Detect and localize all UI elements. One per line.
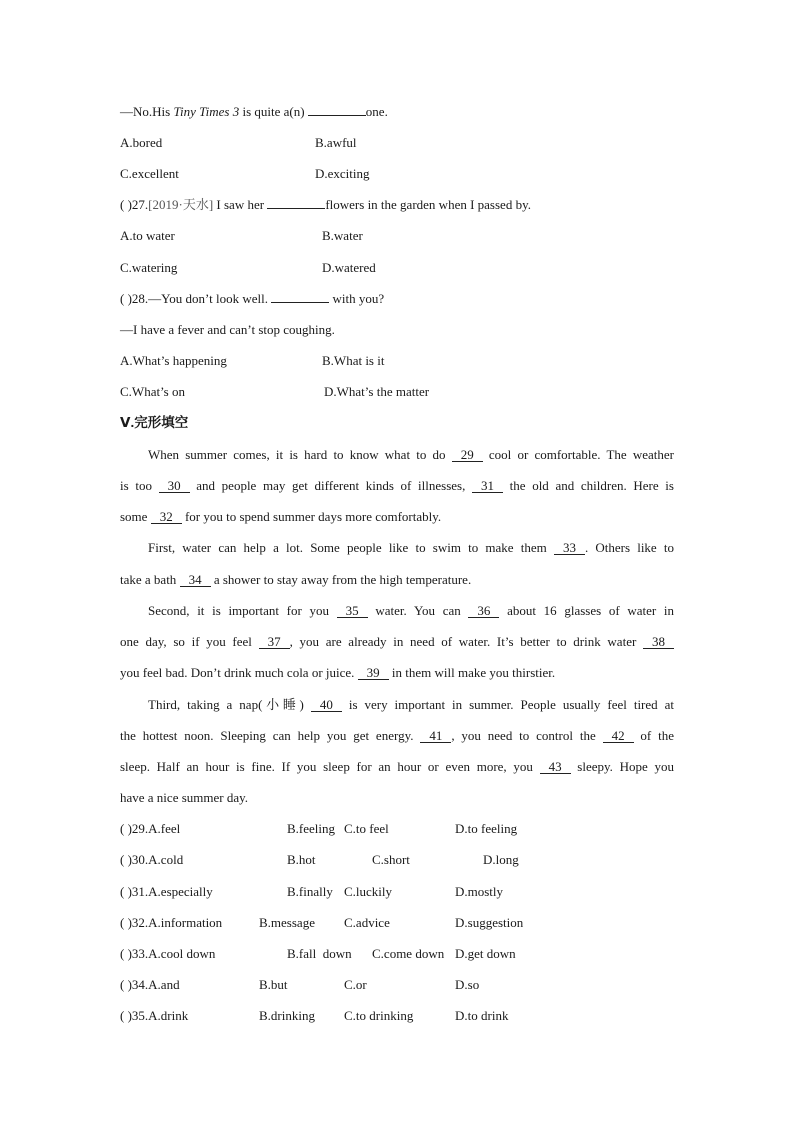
source-tag: [2019·天水] [148,197,214,212]
blank-35: 35 [337,604,368,618]
answer-paren[interactable]: ( ) [120,291,132,306]
option-d: D.What’s the matter [324,384,430,399]
option-b: B.drinking [259,1008,315,1023]
option-d: D.suggestion [455,915,524,930]
blank-40: 40 [311,698,342,712]
blank-43: 43 [540,760,571,774]
blank-37: 37 [259,635,290,649]
blank-38: 38 [643,635,674,649]
blank-39: 39 [358,666,389,680]
answer-blank[interactable] [267,208,325,209]
option-d: D.get down [455,946,516,961]
option-b: B.What is it [322,353,385,368]
answer-paren[interactable]: ( ) [120,884,132,899]
option-d: D.exciting [315,166,370,181]
option-c: C.What’s on [120,384,185,399]
answer-paren[interactable]: ( ) [120,852,132,867]
option-b: B.water [322,228,363,243]
option-c: C.come down [372,946,445,961]
blank-36: 36 [468,604,499,618]
passage-line: some 32 for you to spend summer days more comfortably. [120,509,442,524]
option-row: ( )29.A.feel [120,821,181,836]
passage-line: the hottest noon. Sleeping can help you get energy. 41 , you need to control the 42 of the [120,728,674,743]
section-heading: Ⅴ.完形填空 [120,415,189,430]
option-row: ( )31.A.especially [120,884,213,899]
option-c: C.advice [344,915,390,930]
option-a: A.What’s happening [120,353,227,368]
option-b: B.but [259,977,288,992]
option-b: B.awful [315,135,357,150]
passage-line: have a nice summer day. [120,790,249,805]
option-b: B.hot [287,852,316,867]
passage-line: take a bath 34 a shower to stay away from the high temperature. [120,572,472,587]
passage-line: First, water can help a lot. Some people like to swim to make them 33 . Others like to [148,540,674,555]
passage-line: When summer comes, it is hard to know what to do 29 cool or comfortable. The weather [148,447,674,462]
option-c: C.to feel [344,821,389,836]
book-title: Tiny Times 3 [173,104,240,119]
blank-30: 30 [159,479,190,493]
option-d: D.long [483,852,519,867]
passage-line: sleep. Half an hour is fine. If you sleep for an hour or even more, you 43 sleepy. Hope you [120,759,674,774]
option-row: ( )35.A.drink [120,1008,189,1023]
option-d: D.so [455,977,480,992]
option-row: ( )32.A.information [120,915,223,930]
option-row: ( )30.A.cold [120,852,184,867]
blank-34: 34 [180,573,211,587]
option-c: C.watering [120,260,178,275]
question-28-reply: —I have a fever and can’t stop coughing. [120,322,335,337]
option-d: D.to feeling [455,821,518,836]
passage-line: Second, it is important for you 35 water. You can 36 about 16 glasses of water in [148,603,674,618]
option-d: D.to drink [455,1008,509,1023]
blank-32: 32 [151,510,182,524]
answer-paren[interactable]: ( ) [120,821,132,836]
option-c: C.or [344,977,367,992]
option-a: A.to water [120,228,175,243]
passage-line: you feel bad. Don’t drink much cola or juice. 39 in them will make you thirstier. [120,665,556,680]
blank-29: 29 [452,448,483,462]
option-b: B.feeling [287,821,336,836]
answer-blank[interactable] [308,115,366,116]
passage-line: one day, so if you feel 37 , you are already in need of water. It’s better to drink water 38 [120,634,674,650]
passage-line: Third, taking a nap(小睡) 40 is very important in summer. People usually feel tired at [148,697,675,712]
answer-paren[interactable]: ( ) [120,977,132,992]
question-26-stem: —No.His Tiny Times 3 is quite a(n) one. [120,104,388,119]
option-b: B.message [259,915,315,930]
blank-41: 41 [420,729,451,743]
answer-paren[interactable]: ( ) [120,915,132,930]
question-28-stem: ( )28.—You don’t look well. with you? [120,291,385,306]
option-c: C.excellent [120,166,179,181]
blank-42: 42 [603,729,634,743]
passage-line: is too 30 and people may get different kinds of illnesses, 31 the old and children. Here is [120,478,674,493]
option-c: C.to drinking [344,1008,414,1023]
option-row: ( )33.A.cool down [120,946,216,961]
option-d: D.mostly [455,884,504,899]
answer-blank[interactable] [271,302,329,303]
option-d: D.watered [322,260,376,275]
blank-31: 31 [472,479,503,493]
option-c: C.luckily [344,884,393,899]
blank-33: 33 [554,541,585,555]
answer-paren[interactable]: ( ) [120,946,132,961]
option-row: ( )34.A.and [120,977,180,992]
answer-paren[interactable]: ( ) [120,1008,132,1023]
option-b: B.finally [287,884,333,899]
option-a: A.bored [120,135,163,150]
option-c: C.short [372,852,410,867]
question-27-stem: ( )27.[2019·天水] I saw her flowers in the garden when I passed by. [120,197,531,212]
answer-paren[interactable]: ( ) [120,197,132,212]
option-b: B.fall down [287,946,352,961]
